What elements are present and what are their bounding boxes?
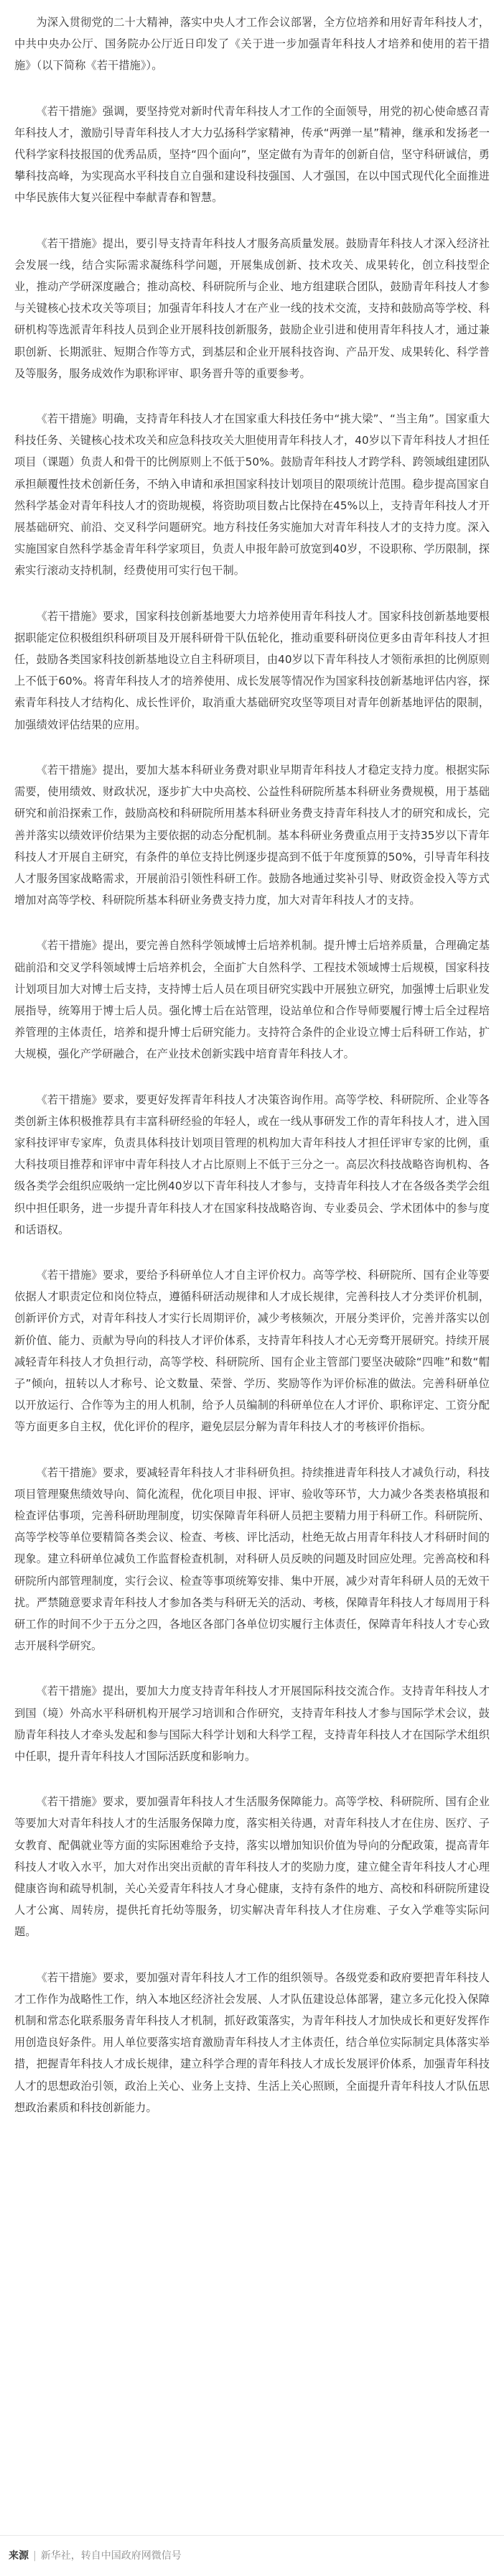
paragraph: 《若干措施》要求，要加强青年科技人才生活服务保障能力。高等学校、科研院所、国有企业等要加大对青年科技人才的生活服务保障力度，落实相关待遇，对青年科技人才在住房、医疗、子女教育、配偶就业等方面的实际困难给予支持，落实以增加知识价值为导向的分配政策，提高青年科技人才收入水平，加大对作出突出贡献的青年科技人才的奖励力度，建立健全青年科技人才心理健康咨询和疏导机制，关心关爱青年科技人才身心健康，支持有条件的地方、高校和科研院所建设人才公寓、周转房，提供托育托幼等服务，切实解决青年科技人才住房难、子女入学难等实际问题。	[14, 1795, 490, 1939]
paragraph: 《若干措施》提出，要完善自然科学领域博士后培养机制。提升博士后培养质量，合理确定基础前沿和交叉学科领域博士后培养机会，全面扩大自然科学、工程技术领域博士后规模，国家科技计划项目加大对博士后支持，支持博士后人员在项目研究实践中开展独立研究，加强博士后职业发展指导，统筹用于博士后人员。强化博士后在站管理，设站单位和合作导师要履行博士后全过程培养管理的主体责任，培养和提升博士后研究能力。支持符合条件的企业设立博士后科研工作站，扩大规模，强化产学研融合，在产业技术创新实践中培育青年科技人才。	[14, 939, 490, 1061]
paragraph: 《若干措施》要求，国家科技创新基地要大力培养使用青年科技人才。国家科技创新基地要根据职能定位积极组织科研项目及开展科研骨干队伍轮化，推动重要科研岗位更多由青年科技人才担任，鼓励各类国家科技创新基地设立自主科研项目，由40岁以下青年科技人才领衔承担的比例原则上不低于60%。将青年科技人才的培养使用、成长发展等情况作为国家科技创新基地评估内容，探索青年科技人才结构化、成长性评价，取消重大基础研究攻坚等项目对青年创新基地评估的限制，加强绩效评估结果的应用。	[14, 609, 490, 731]
source-footer	[0, 2535, 504, 2576]
paragraph: 《若干措施》提出，要加大基本科研业务费对职业早期青年科技人才稳定支持力度。根据实际需要，使用绩效、财政状况，逐步扩大中央高校、公益性科研院所基本科研业务费规模，用于基础研究和前沿探索工作，鼓励高校和科研院所用基本科研业务费支持青年科技人才的研究和成长，完善并落实以绩效评价结果为主要依据的动态分配机制。基本科研业务费重点用于支持35岁以下青年科技人才开展自主研究，有条件的单位支持比例逐步提高到不低于年度预算的50%，引导青年科技人才服务国家战略需求，开展前沿引领性科研工作。鼓励各地通过奖补引导、财政资金投入等方式增加对高等学校、科研院所基本科研业务费支持力度，加大对青年科技人才的支持。	[14, 763, 490, 907]
source-separator: |	[33, 2550, 37, 2562]
source-label: 来源	[9, 2550, 29, 2562]
source-text: 新华社，转自中国政府网微信号	[40, 2550, 182, 2562]
paragraph: 《若干措施》提出，要加大力度支持青年科技人才开展国际科技交流合作。支持青年科技人才到国（境）外高水平科研机构开展学习培训和合作研究，支持青年科技人才参与国际学术会议，鼓励青年科技人才牵头发起和参与国际大科学计划和大科学工程，支持青年科技人才在国际学术组织中任职，提升青年科技人才国际活跃度和影响力。	[14, 1685, 490, 1764]
paragraph: 《若干措施》强调，要坚持党对新时代青年科技人才工作的全面领导，用党的初心使命感召青年科技人才，激励引导青年科技人才大力弘扬科学家精神，传承“两弹一星”精神，继承和发扬老一代科学家科技报国的优秀品质，坚持“四个面向”，坚定做有为青年的创新自信，坚守科研诚信，勇攀科技高峰，为实现高水平科技自立自强和建设科技强国、人才强国，在以中国式现代化全面推进中华民族伟大复兴征程中奉献青春和智慧。	[14, 104, 490, 205]
article-body	[14, 11, 490, 2142]
paragraph: 《若干措施》明确，支持青年科技人才在国家重大科技任务中“挑大梁”、“当主角”。国家重大科技任务、关键核心技术攻关和应急科技攻关大胆使用青年科技人才，40岁以下青年科技人才担任项目（课题）负责人和骨干的比例原则上不低于50%。鼓励青年科技人才跨学科、跨领域组建团队承担颠覆性技术创新任务，不纳入申请和承担国家科技计划项目的限项统计范围。稳步提高国家自然科学基金对青年科技人才的资助规模，将资助项目数占比保持在45%以上，支持青年科技人才开展基础研究、前沿、交叉科学问题研究。地方科技任务实施加大对青年科技人才的支持力度。深入实施国家自然科学基金青年科学家项目，负责人申报年龄可放宽到40岁，不设职称、学历限制，探索实行滚动支持机制，经费使用可实行包干制。	[14, 412, 490, 578]
paragraph: 《若干措施》要求，要给予科研单位人才自主评价权力。高等学校、科研院所、国有企业等要依据人才职责定位和岗位特点，遵循科研活动规律和人才成长规律，完善科技人才分类评价机制，创新评价方式，对青年科技人才实行长周期评价，减少考核频次，开展分类评价，完善并落实以创新价值、能力、贡献为导向的科技人才评价体系，支持青年科技人才心无旁骛开展研究。持续开展减轻青年科技人才负担行动，高等学校、科研院所、国有企业主管部门要坚决破除“四唯”和数“帽子”倾向，扭转以人才称号、论文数量、荣誉、学历、奖励等作为评价标准的做法。完善科研单位以开放运行、合作等为主的用人机制，给予人员编制的科研单位在人才评价、职称评定、工资分配等方面更多自主权，优化评价的程序，避免层层分解为青年科技人才的考核评价指标。	[14, 1268, 490, 1434]
paragraph: 《若干措施》要求，要减轻青年科技人才非科研负担。持续推进青年科技人才减负行动，科技项目管理聚焦绩效导向、简化流程，优化项目申报、评审、验收等环节，大力减少各类表格填报和检查评估事项，完善科研助理制度，切实保障青年科研人员把主要精力用于科研工作。科研院所、高等学校等单位要精简各类会议、检查、考核、评比活动，杜绝无故占用青年科技人才科研时间的现象。建立科研单位减负工作监督检查机制，对科研人员反映的问题及时回应处理。完善高校和科研院所内部管理制度，实行会议、检查等事项统筹安排、集中开展，减少对青年科研人员的无效干扰。严禁随意要求青年科技人才参加各类与科研无关的活动、考核，保障青年科技人才每周用于科研工作的时间不少于五分之四，各地区各部门各单位切实履行主体责任，保障青年科技人才专心致志开展科学研究。	[14, 1465, 490, 1653]
source-line	[9, 2549, 182, 2563]
paragraph: 《若干措施》要求，要更好发挥青年科技人才决策咨询作用。高等学校、科研院所、企业等各类创新主体积极推荐具有丰富科研经验的年轻人，或在一线从事研发工作的青年科技人才，进入国家科技评审专家库，负责具体科技计划项目管理的机构加大青年科技人才担任评审专家的比例，重大科技项目推荐和评审中青年科技人才占比原则上不低于三分之一。高层次科技战略咨询机构、各级各类学会组织应吸纳一定比例40岁以下青年科技人才参与，支持青年科技人才在各级各类学会组织中担任职务，进一步提升青年科技人才在国家科技战略咨询、专业委员会、学术团体中的参与度和话语权。	[14, 1093, 490, 1236]
paragraph: 《若干措施》提出，要引导支持青年科技人才服务高质量发展。鼓励青年科技人才深入经济社会发展一线，结合实际需求凝练科学问题，开展集成创新、技术攻关、成果转化，创立科技型企业，推动产学研深度融合；推动高校、科研院所与企业、地方组建联合团队，鼓励青年科技人才参与关键核心技术攻关等项目；加强青年科技人才在产业一线的技术交流，支持和鼓励高等学校、科研机构等选派青年科技人员到企业开展科技创新服务，鼓励企业引进和使用青年科技人才，通过兼职创新、长期派驻、短期合作等方式，到基层和企业开展科技咨询、产品开发、成果转化、科学普及等服务，服务成效作为职称评审、职务晋升等的重要参考。	[14, 236, 490, 380]
paragraph: 为深入贯彻党的二十大精神，落实中央人才工作会议部署，全方位培养和用好青年科技人才，中共中央办公厅、国务院办公厅近日印发了《关于进一步加强青年科技人才培养和使用的若干措施》（以下简称《若干措施》）。	[14, 16, 490, 73]
paragraph: 《若干措施》要求，要加强对青年科技人才工作的组织领导。各级党委和政府要把青年科技人才工作作为战略性工作，纳入本地区经济社会发展、人才队伍建设总体部署，建立多元化投入保障机制和常态化联系服务青年科技人才机制，抓好政策落实，为青年科技人才加快成长和更好发挥作用创造良好条件。用人单位要落实培育激励青年科技人才主体责任，结合单位实际制定具体落实举措，把握青年科技人才成长规律，建立科学合理的青年科技人才成长发展评价体系，加强青年科技人才的思想政治引领，政治上关心、业务上支持、生活上关心照顾，全面提升青年科技人才队伍思想政治素质和科技创新能力。	[14, 1970, 490, 2114]
